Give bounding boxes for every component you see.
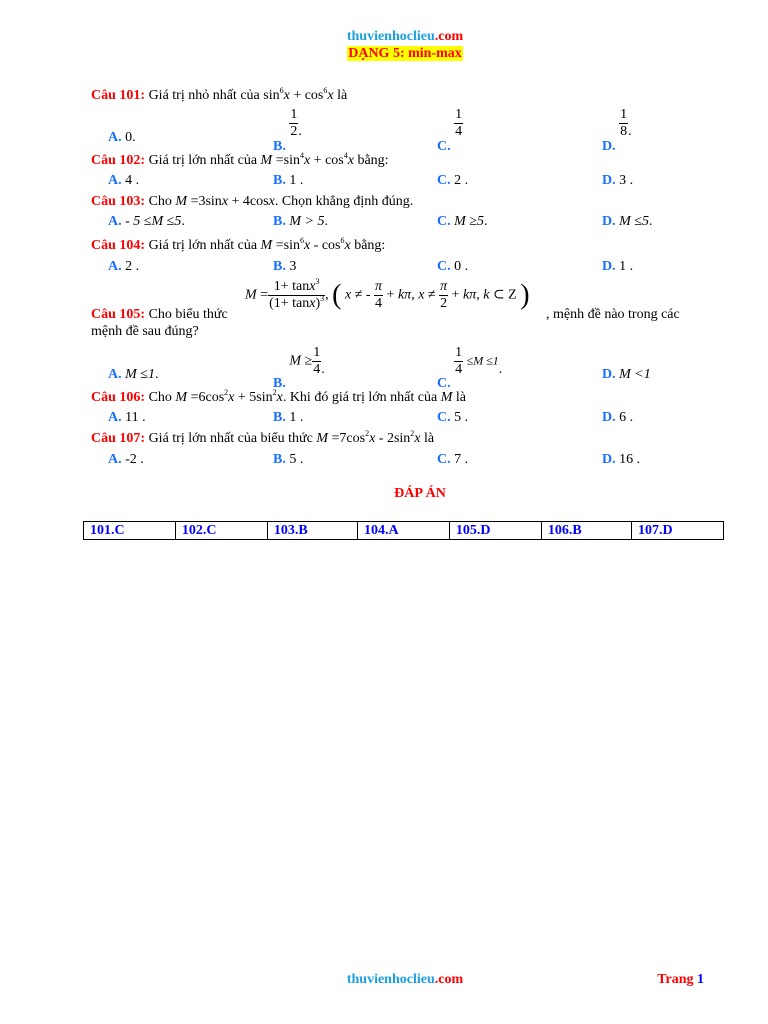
section-title-wrap [0,46,768,62]
answer-title: ĐÁP ÁN [394,486,446,501]
option-d[interactable]: D. $\frac{1}{8}$ . [602,107,632,154]
option-b[interactable]: B. 3 [273,259,297,274]
option-b[interactable]: B. M > 5. [273,214,328,229]
formula: $M =7\cos^2x - 2\sin^2x$ [316,429,421,446]
answer-cell: 101.C [84,522,176,540]
question-107: Câu 107: Giá trị lớn nhất của biểu thức $M =7\cos^2x - 2\sin^2x$ là [91,429,435,446]
table-row [84,522,724,540]
question-tail: là [337,88,348,103]
question-105: Câu 105: Cho biểu thức [91,307,228,322]
question-text: Giá trị nhỏ nhất của [148,88,260,103]
option-c[interactable]: C. 0 . [437,259,469,274]
question-105-line2: mệnh đề sau đúng? [91,324,199,339]
option-d[interactable]: D. 6 . [602,410,634,425]
option-a[interactable]: A. 0. [108,130,136,145]
answer-cell: 105.D [449,522,541,540]
header-site [0,29,768,45]
question-105-tail: , mệnh đề nào trong các [546,307,680,322]
footer-site: thuvienhoclieu.com [346,972,464,987]
option-a[interactable]: A. -2 . [108,452,144,467]
option-a[interactable]: A. - 5 ≤M ≤5. [108,214,185,229]
answer-cell: 103.B [267,522,357,540]
answer-cell: 102.C [175,522,267,540]
formula: $M =6\cos^2x + 5\sin^2x$ [175,388,283,405]
site-name: thuvienhoclieu [346,29,435,44]
answer-table [83,521,724,540]
option-a[interactable]: A. 4 . [108,173,140,188]
question-103: Câu 103: Cho M =3sinx + 4cosx. Chọn khẳng định đúng. [91,194,414,209]
option-b[interactable]: B. $\frac{1}{2}$ . [273,107,302,154]
option-d[interactable]: D. 16 . [602,452,641,467]
formula: M =3sinx + 4cosx [175,194,275,209]
option-c[interactable]: C. $\frac{1}{4}$ [437,107,463,154]
page-number: Trang 1 [657,972,704,987]
option-c[interactable]: C. 7 . [437,452,469,467]
question-106: Câu 106: Cho $M =6\cos^2x + 5\sin^2x$. Khi đó giá trị lớn nhất của M là [91,388,466,405]
option-d[interactable]: D. M <1 [602,367,651,382]
formula: $\sin^6x + \cos^6x$ [263,86,334,103]
question-101 [91,88,347,104]
option-a[interactable]: A. 2 . [108,259,140,274]
site-domain: .com [434,29,464,44]
option-d[interactable]: D. M ≤5. [602,214,653,229]
option-d[interactable]: D. 1 . [602,259,634,274]
question-label: Câu 101: [91,88,146,103]
option-b[interactable]: B. 5 . [273,452,304,467]
answer-cell: 104.A [358,522,450,540]
question-104: Câu 104: Giá trị lớn nhất của $M =\sin^6x - \cos^6x$ bằng: [91,236,386,253]
fraction: $\frac{1}{2}$ [290,107,298,139]
section-title: DẠNG 5: min-max [348,46,462,61]
fraction: $\frac{1}{4}$ [455,107,463,139]
formula: $M =\sin^6x - \cos^6x$ [260,236,351,253]
option-a[interactable]: A. 11 . [108,410,146,425]
option-b[interactable]: B. 1 . [273,410,304,425]
question-102: Câu 102: Giá trị lớn nhất của $M =\sin^4x + \cos^4x$ bằng: [91,151,389,168]
answer-cell: 106.B [541,522,631,540]
option-b[interactable]: B. M ≥ $\frac{1}{4}$ . [273,345,325,391]
option-d[interactable]: D. 3 . [602,173,634,188]
option-c[interactable]: C. 5 . [437,410,469,425]
option-b[interactable]: B. 1 . [273,173,304,188]
formula-105: M = $\frac{1+ \tan x^3}{(1+ \tan x)^3}$ , ( x ≠ - $\frac{\pi}{4}$ + kπ, x ≠ $\frac{\pi}{2}$ + kπ, k ⊂ Z ) [245,277,530,311]
answer-cell: 107.D [632,522,724,540]
option-c[interactable]: C. M ≥5. [437,214,488,229]
option-a[interactable]: A. M ≤1. [108,367,159,382]
option-c[interactable]: C. 2 . [437,173,469,188]
option-c[interactable]: C. $\frac{1}{4}$ ≤M ≤1. [437,345,503,391]
fraction: $\frac{1}{8}$ [620,107,628,139]
formula: $M =\sin^4x + \cos^4x$ [260,151,354,168]
